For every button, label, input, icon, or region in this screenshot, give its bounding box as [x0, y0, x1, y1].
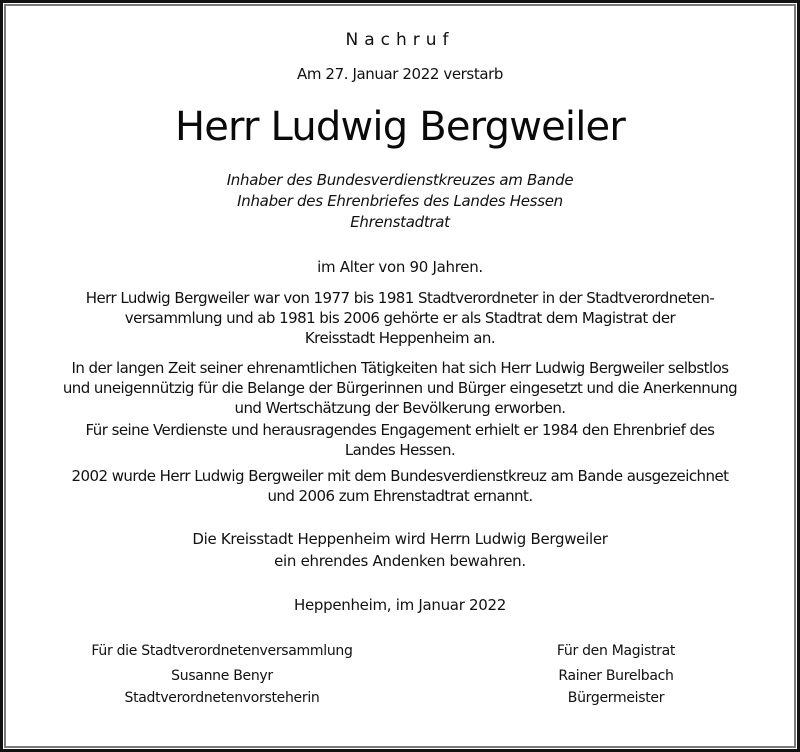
paragraph-line: versammlung und ab 1981 bis 2006 gehörte er als Stadtrat dem Magistrat der	[124, 309, 676, 327]
age-line: im Alter von 90 Jahren.	[317, 258, 483, 276]
paragraph-line: Herr Ludwig Bergweiler war von 1977 bis 1981 Stadtverordneter in der Stadtverordneten-	[85, 289, 715, 307]
closing-line: Die Kreisstadt Heppenheim wird Herrn Ludwig Bergweiler	[192, 530, 608, 548]
honor-item: Inhaber des Ehrenbriefes des Landes Hessen	[237, 192, 563, 210]
paragraph-line: Kreisstadt Heppenheim an.	[304, 329, 496, 347]
signature-block-council	[62, 640, 382, 709]
signature-organization: Für die Stadtverordnetenversammlung	[91, 643, 353, 659]
signature-name: Susanne Benyr	[171, 668, 273, 684]
paragraph-line: und uneigennützig für die Belange der Bürgerinnen und Bürger eingesetzt und die Anerkennung	[62, 379, 738, 397]
signature-title: Bürgermeister	[567, 690, 665, 706]
honor-item: Ehrenstadtrat	[350, 213, 450, 231]
signature-block-magistrate	[516, 640, 716, 709]
paragraph-line: In der langen Zeit seiner ehrenamtlichen Tätigkeiten hat sich Herr Ludwig Bergweiler selbstlos	[71, 359, 729, 377]
notice-heading: Nachruf	[345, 30, 455, 50]
paragraph-line: und 2006 zum Ehrenstadtrat ernannt.	[267, 487, 533, 505]
honors-list	[6, 170, 794, 233]
honor-item: Inhaber des Bundesverdienstkreuzes am Bande	[226, 171, 574, 189]
paragraph-line: und Wertschätzung der Bevölkerung erworben.	[234, 399, 566, 417]
death-date-line: Am 27. Januar 2022 verstarb	[296, 65, 503, 83]
paragraph-volunteer	[6, 358, 794, 418]
paragraph-career	[6, 288, 794, 348]
signature-title: Stadtverordnetenvorsteherin	[124, 690, 320, 706]
place-date: Heppenheim, im Januar 2022	[293, 596, 506, 614]
paragraph-ehrenbrief	[6, 420, 794, 460]
signature-name: Rainer Burelbach	[558, 668, 674, 684]
paragraph-line: 2002 wurde Herr Ludwig Bergweiler mit dem Bundesverdienstkreuz am Bande ausgezeichnet	[71, 467, 729, 485]
deceased-name: Herr Ludwig Bergweiler	[174, 104, 626, 150]
closing-line: ein ehrendes Andenken bewahren.	[274, 552, 526, 570]
closing-statement	[6, 528, 794, 572]
paragraph-line: Landes Hessen.	[344, 441, 456, 459]
paragraph-awards	[6, 466, 794, 506]
signature-organization: Für den Magistrat	[556, 643, 676, 659]
paragraph-line: Für seine Verdienste und herausragendes Engagement erhielt er 1984 den Ehrenbrief des	[85, 421, 715, 439]
